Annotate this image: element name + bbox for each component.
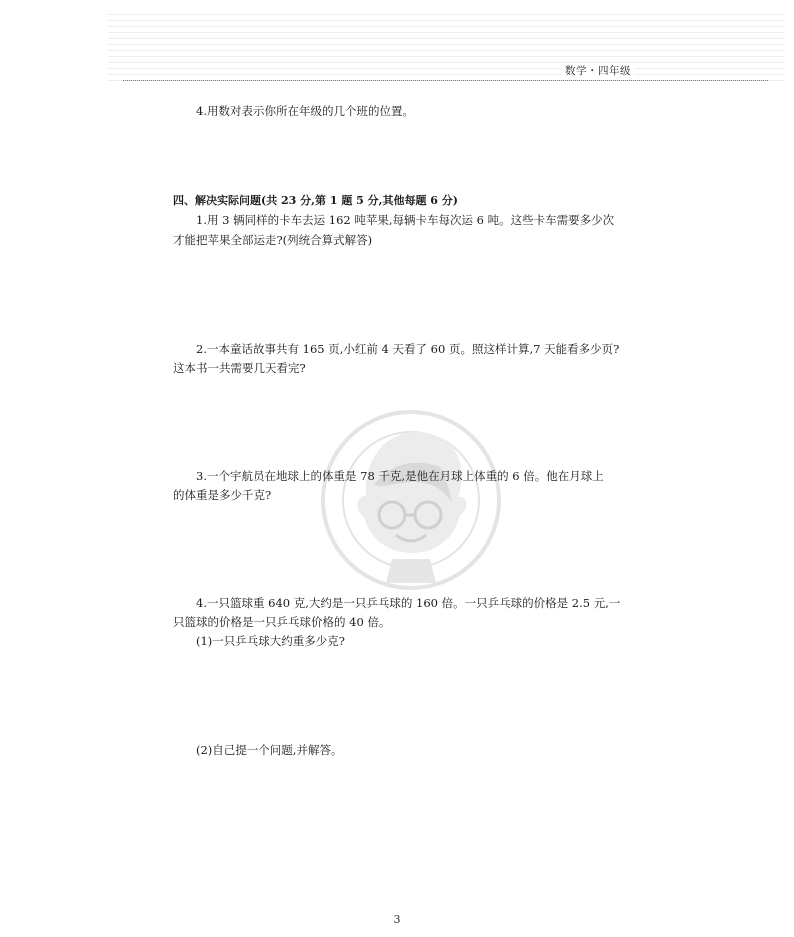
header-subject-grade: 数学・四年级 bbox=[562, 63, 634, 78]
problem-2-line-1: 2.一本童话故事共有 165 页,小红前 4 天看了 60 页。照这样计算,7 天能看多少页? bbox=[196, 342, 620, 356]
problem-2-line-2: 这本书一共需要几天看完? bbox=[173, 361, 306, 375]
problem-3-line-1: 3.一个宇航员在地球上的体重是 78 千克,是他在月球上体重的 6 倍。他在月球上 bbox=[196, 469, 604, 483]
question-4-position: 4.用数对表示你所在年级的几个班的位置。 bbox=[196, 104, 414, 118]
problem-4-part-1: (1)一只乒乓球大约重多少克? bbox=[196, 634, 345, 648]
section-4-title: 四、解决实际问题(共 23 分,第 1 题 5 分,其他每题 6 分) bbox=[173, 194, 458, 207]
watermark-seal bbox=[318, 407, 504, 593]
problem-4-line-2: 只篮球的价格是一只乒乓球价格的 40 倍。 bbox=[173, 615, 391, 629]
problem-4-part-2: (2)自己提一个问题,并解答。 bbox=[196, 743, 343, 757]
problem-1-line-1: 1.用 3 辆同样的卡车去运 162 吨苹果,每辆卡车每次运 6 吨。这些卡车需要多少次 bbox=[196, 213, 615, 227]
problem-1-line-2: 才能把苹果全部运走?(列统合算式解答) bbox=[173, 233, 373, 247]
header-band bbox=[108, 14, 784, 84]
page-number: 3 bbox=[393, 913, 401, 926]
problem-4-line-1: 4.一只篮球重 640 克,大约是一只乒乓球的 160 倍。一只乒乓球的价格是 2.5 元,一 bbox=[196, 596, 621, 610]
problem-3-line-2: 的体重是多少千克? bbox=[173, 488, 272, 502]
header-divider bbox=[123, 80, 768, 81]
